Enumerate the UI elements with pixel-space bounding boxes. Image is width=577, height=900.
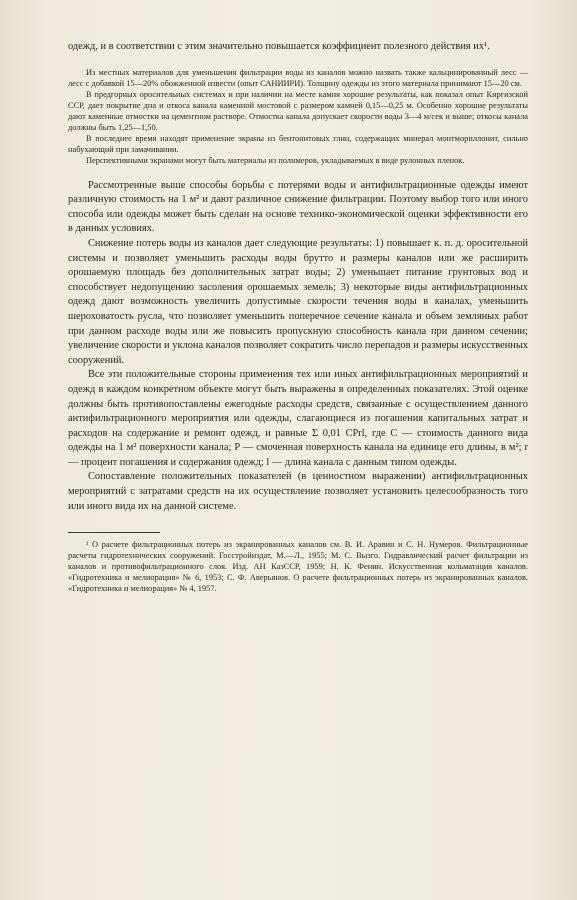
body-paragraph: Сопоставление положительных показателей (в ценностном выражении) антифильтрационных мероприятий с затратами средств на их осуществление позволяет установить целесообразность того или иного вида их на данной системе.	[68, 471, 528, 512]
footnote-divider	[68, 532, 160, 533]
note-paragraph: В предгорных оросительных системах и при наличии на месте камня хорошие результаты, как показал опыт Киргизской ССР, дает покрытие дна и откоса канала каменной мостовой с размером камней 0,15—0,25 м. Особенно хорошие результаты дают каменные отмостки на цементном растворе. Отмостка канала допускает скорости воды 3—4 м/сек и выше; откосы канала должны быть 1,25—1,50.	[68, 89, 528, 132]
body-paragraph: Снижение потерь воды из каналов дает следующие результаты: 1) повышает к. п. д. оросительной системы и позволяет уменьшить расходы воды брутто и размеры каналов или же расширить орошаемую площадь без дополнительных затрат воды; 2) уменьшает питание грунтовых вод и способствует недопущению засоления орошаемых земель; 3) некоторые виды антифильтрационных одежд дают возможность увеличить допустимые скорости течения воды в каналах, уменьшить шероховатость русла, что позволяет уменьшить поперечное сечение канала и объем земляных работ при данном расходе воды или же повысить пропускную способность канала при данном сечении; увеличение скорости и уклона каналов позволяет сократить число перепадов и размеры искусственных сооружений.	[68, 237, 528, 366]
body-paragraph: Все эти положительные стороны применения тех или иных антифильтрационных мероприятий и одежд в каждом конкретном объекте могут быть выражены в определенных показателях. Этой оценке должны быть противопоставлены ежегодные расходы средств, связанные с осуществлением данного антифильтрационного мероприятия или одежды, слагающиеся из погашения капитальных затрат и расходов на содержание и ремонт одежд, и равные Σ 0,01 CPrl, где C — стоимость данного вида одежды на 1 м² поверхности канала; P — смоченная поверхность канала на единице его длины, в м²; r — процент погашения и содержания одежд; l — длина канала с данным типом одежды.	[68, 369, 528, 468]
page-content	[68, 40, 528, 594]
note-paragraph: Перспективными экранами могут быть материалы из полимеров, укладываемых в виде рулонных пленок.	[86, 155, 465, 165]
main-text	[68, 179, 528, 515]
note-paragraph: В последнее время находят применение экраны из бентонитовых глин, содержащих минерал монтмориллонит, сильно набухающий при замачивании.	[68, 133, 528, 154]
body-paragraph: Рассмотренные выше способы борьбы с потерями воды и антифильтрационные одежды имеют различную стоимость на 1 м² и дают различное снижение фильтрации. Поэтому выбор того или иного способа или одежды может быть сделан на основе технико-экономической оценки эффективности его в данных условиях.	[68, 179, 528, 235]
small-print-notes	[68, 67, 528, 166]
footnote: ¹ О расчете фильтрационных потерь из экранированных каналов см. В. И. Аравин и С. Н. Нумеров. Фильтрационные расчеты гидротехнических сооружений. Госстройиздат, М.—Л., 1955; М. С. Вызго. Гидравлический расчет фильтрации из каналов и противофильтрационного слоя. Изд. АН КазССР, 1959; Н. К. Фенин. Искусственная кольматация каналов. «Гидротехника и мелиорация» № 6, 1953; С. Ф. Аверьянов. О расчете фильтрационных потерь из экранированных каналов. «Гидротехника и мелиорация» № 4, 1957.	[68, 540, 528, 594]
note-paragraph: Из местных материалов для уменьшения фильтрации воды из каналов можно назвать также кальцинированный лесс — лесс с добавкой 15—20% обожженной извести (опыт САНИИРИ). Толщину одежды из этого материала принимают 15—20 см.	[68, 67, 528, 88]
continued-paragraph: одежд, и в соответствии с этим значительно повышается коэффициент полезного действия их¹.	[68, 41, 490, 52]
